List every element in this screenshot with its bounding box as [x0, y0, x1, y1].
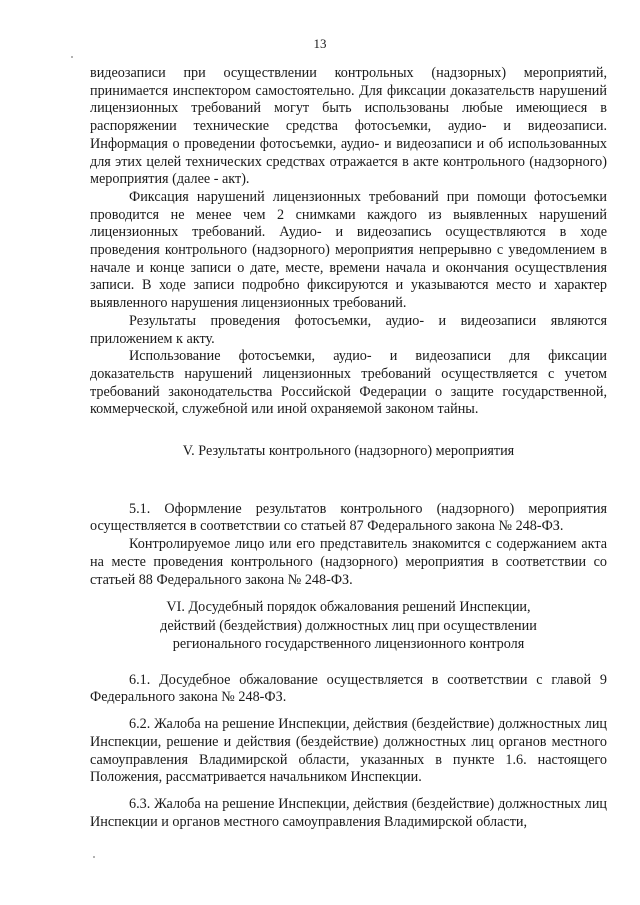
paragraph-6-3: 6.3. Жалоба на решение Инспекции, действия (бездействие) должностных лиц Инспекции и органов местного самоуправления Владимирской области,	[90, 796, 607, 830]
paragraph-results-attachment: Результаты проведения фотосъемки, аудио- и видеозаписи являются приложением к акту.	[90, 312, 607, 347]
section-6-heading	[90, 598, 607, 654]
paragraph-photo-fixation: Фиксация нарушений лицензионных требований при помощи фотосъемки проводится не менее чем 2 снимками каждого из выявленных нарушений лицензионных требований. Аудио- и видеозапись осуществляются в ходе проведения контрольного (надзорного) мероприятия непрерывно с уведомлением в начале и конце записи о дате, месте, времени начала и окончания осуществления записи. В ходе записи подробно фиксируются и указываются место и характер выявленного нарушения лицензионных требований.	[90, 188, 607, 312]
paragraph-6-1: 6.1. Досудебное обжалование осуществляется в соответствии с главой 9 Федерального закона № 248-ФЗ.	[90, 671, 607, 706]
paragraph-5-1: 5.1. Оформление результатов контрольного (надзорного) мероприятия осуществляется в соответствии со статьей 87 Федерального закона № 248-ФЗ.	[90, 500, 607, 535]
document-body	[90, 65, 607, 831]
section-6-heading-line-2: действий (бездействия) должностных лиц при осуществлении	[160, 617, 537, 634]
section-6-heading-line-1: VI. Досудебный порядок обжалования решений Инспекции,	[166, 599, 531, 616]
page-number: 13	[313, 36, 327, 51]
scan-speck	[93, 856, 95, 858]
section-5-heading: V. Результаты контрольного (надзорного) мероприятия	[182, 443, 515, 460]
paragraph-video-recording: видеозаписи при осуществлении контрольных (надзорных) мероприятий, принимается инспектором самостоятельно. Для фиксации доказательств нарушений лицензионных требований могут быть использованы любые имеющиеся в распоряжении технические средства фотосъемки, аудио- и видеозаписи. Информация о проведении фотосъемки, аудио- и видеозаписи и об использованных для этих целей технических средствах отражается в акте контрольного (надзорного) мероприятия (далее - акт).	[90, 65, 607, 188]
paragraph-5-2: Контролируемое лицо или его представитель знакомится с содержанием акта на месте проведения контрольного (надзорного) мероприятия в соответствии со статьей 88 Федерального закона № 248-ФЗ.	[90, 536, 607, 588]
paragraph-6-2: 6.2. Жалоба на решение Инспекции, действия (бездействие) должностных лиц Инспекции, решение и действия (бездействие) должностных лиц органов местного самоуправления Владимирской области, указанных в пункте 1.6. настоящего Положения, рассматривается начальником Инспекции.	[90, 716, 607, 786]
scan-speck	[71, 56, 73, 58]
section-6-heading-line-3: регионального государственного лицензионного контроля	[172, 636, 525, 653]
paragraph-secrecy-requirements: Использование фотосъемки, аудио- и видеозаписи для фиксации доказательств нарушений лицензионных требований осуществляется с учетом требований законодательства Российской Федерации о защите государственной, коммерческой, служебной или иной охраняемой законом тайны.	[90, 348, 607, 418]
